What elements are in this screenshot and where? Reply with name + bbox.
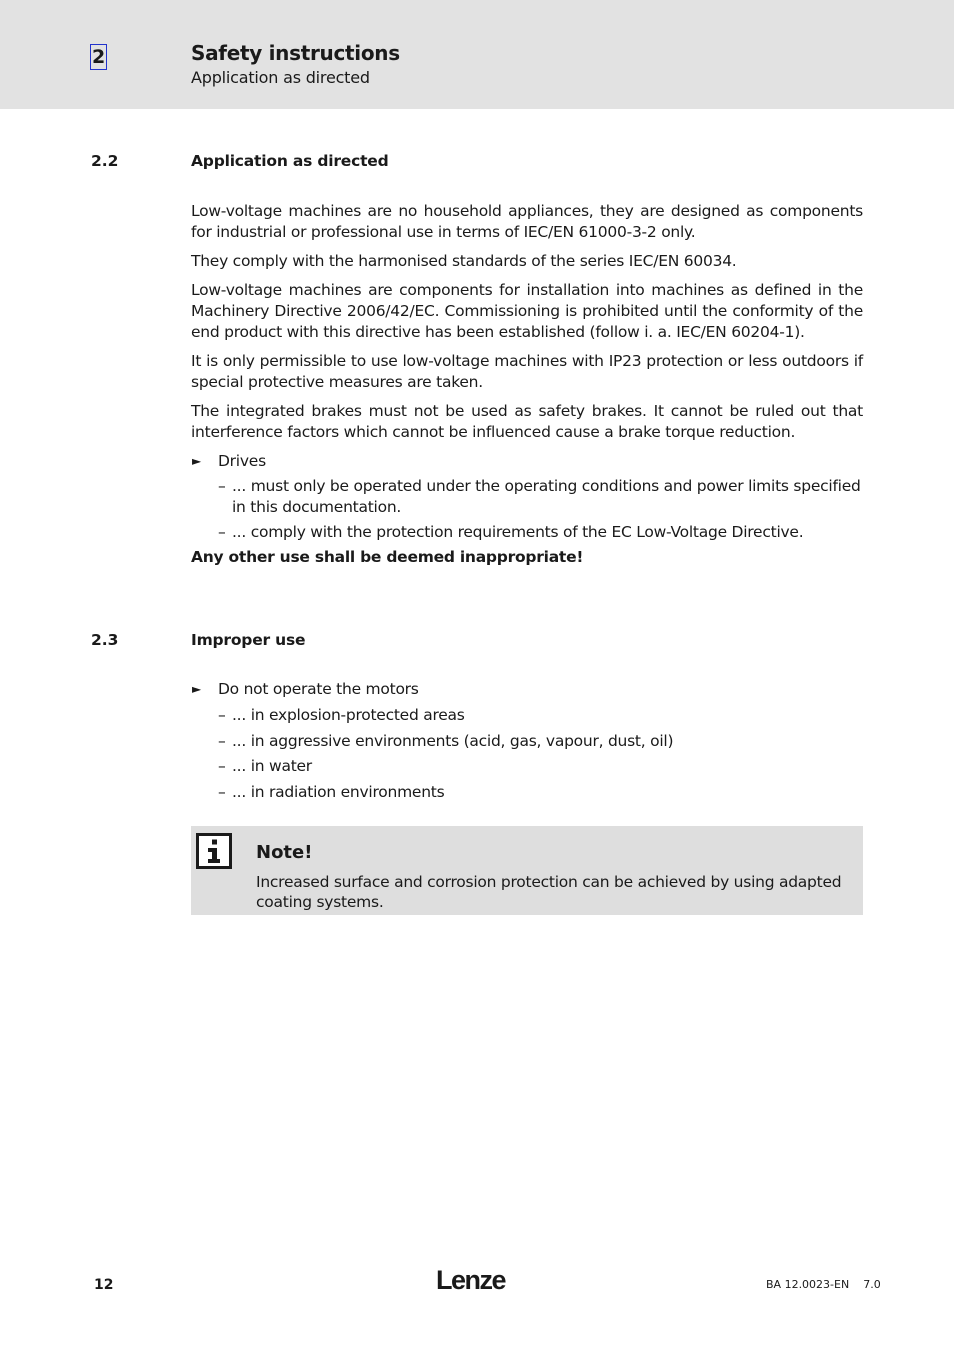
section-2-2-number: 2.2: [91, 152, 119, 170]
info-icon: [196, 833, 232, 869]
page-number: 12: [94, 1277, 114, 1293]
dash-text: ... in explosion-protected areas: [232, 706, 465, 724]
dash-text: ... must only be operated under the operating conditions and power limits specified in this documentation.: [232, 477, 861, 516]
dash-icon: –: [218, 477, 226, 495]
dash-icon: –: [218, 757, 226, 775]
dash-text: ... comply with the protection requirements of the EC Low-Voltage Directive.: [232, 523, 804, 541]
bullet-item: [191, 679, 863, 700]
dash-item: [191, 705, 863, 726]
dash-text: ... in water: [232, 757, 312, 775]
dash-item: [191, 756, 863, 777]
arrow-icon: ►: [192, 454, 201, 468]
document-id: [766, 1278, 881, 1291]
note-box: [191, 826, 863, 915]
paragraph: It is only permissible to use low-voltage machines with IP23 protection or less outdoors if special protective measures are taken.: [191, 352, 863, 391]
dash-item: [191, 476, 863, 518]
section-2-3-body: [191, 679, 863, 807]
note-title: Note!: [256, 842, 313, 863]
dash-icon: –: [218, 731, 226, 750]
doc-version: 7.0: [863, 1278, 881, 1291]
paragraph: They comply with the harmonised standards of the series IEC/EN 60034.: [191, 252, 737, 270]
dash-icon: –: [218, 782, 226, 801]
dash-icon: –: [218, 706, 226, 724]
dash-text: ... in aggressive environments (acid, gas, vapour, dust, oil): [232, 731, 674, 750]
section-2-2-body: [191, 201, 863, 576]
bullet-label: Drives: [218, 452, 266, 470]
header-subtitle: Application as directed: [191, 68, 370, 87]
header-title: Safety instructions: [191, 41, 400, 65]
closing-statement: Any other use shall be deemed inappropriate!: [191, 548, 584, 566]
doc-id: BA 12.0023-EN: [766, 1278, 850, 1291]
section-2-3-title: Improper use: [191, 631, 306, 649]
dash-item: [191, 782, 863, 803]
dash-text: ... in radiation environments: [232, 782, 445, 801]
paragraph: Low-voltage machines are no household appliances, they are designed as components for industrial or professional use in terms of IEC/EN 61000-3-2 only.: [191, 202, 863, 241]
section-2-2-title: Application as directed: [191, 152, 389, 170]
page-header: [0, 0, 954, 109]
section-2-3-number: 2.3: [91, 631, 119, 649]
arrow-icon: ►: [192, 682, 201, 696]
bullet-item: [191, 451, 863, 472]
dash-item: [191, 731, 863, 752]
dash-icon: –: [218, 523, 226, 541]
chapter-number-link[interactable]: 2: [92, 46, 106, 68]
dash-item: [191, 522, 863, 543]
paragraph: The integrated brakes must not be used as safety brakes. It cannot be ruled out that interference factors which cannot be influenced cause a brake torque reduction.: [191, 402, 863, 441]
note-text: Increased surface and corrosion protection can be achieved by using adapted coating systems.: [256, 873, 842, 911]
paragraph: Low-voltage machines are components for installation into machines as defined in the Machinery Directive 2006/42/EC. Commissioning is prohibited until the conformity of the end product with this directive has been established (follow i. a. IEC/EN 60204-1).: [191, 281, 863, 341]
bullet-label: Do not operate the motors: [218, 680, 419, 698]
logo-text: Lenze: [436, 1265, 506, 1294]
lenze-logo: [436, 1264, 516, 1294]
